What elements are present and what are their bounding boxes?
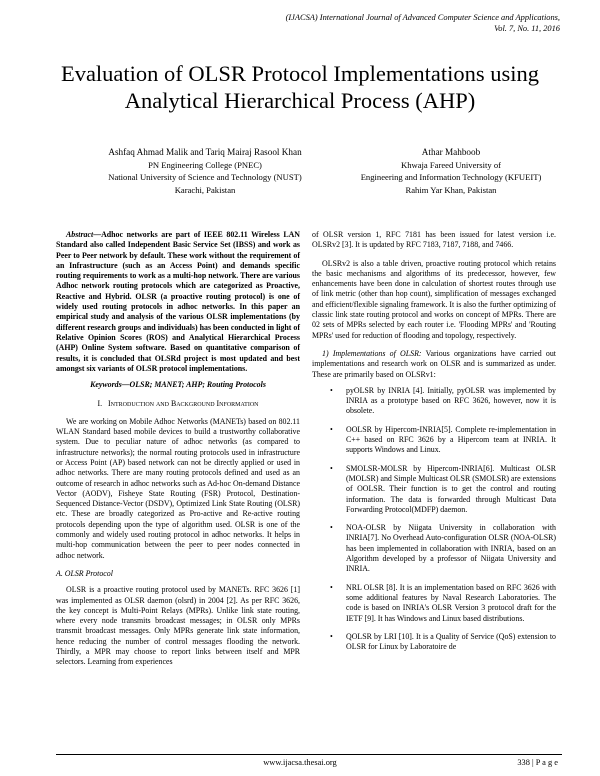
right-column xyxy=(312,230,556,660)
list-item-text: NRL OLSR [8]. It is an implementation based on RFC 3626 with some additional features by Naval Research Laboratories. The code is based on INRIA's OLSR Version 3 protocol draft for the IETF [9]. It has Windows and Linux based distributions. xyxy=(346,582,556,623)
paper-title xyxy=(20,60,580,114)
journal-url: www.ijacsa.thesai.org xyxy=(263,758,337,767)
journal-name: (IJACSA) International Journal of Advanced Computer Science and Applications, xyxy=(285,13,560,22)
list-item xyxy=(312,632,556,653)
title-line-1: Evaluation of OLSR Protocol Implementations using xyxy=(60,61,540,86)
section-heading xyxy=(56,399,300,409)
list-item xyxy=(312,583,556,624)
list-item-text: OOLSR by Hipercom-INRIA[5]. Complete re-implementation in C++ based on RFC 3626 by a Hipercom team at INRIA. It supports Windows and Linux. xyxy=(346,424,556,455)
footer-divider xyxy=(56,754,562,755)
olsr-paragraph: OLSR is a proactive routing protocol used by MANETs. RFC 3626 [1] was implemented as OLSR daemon (olsrd) in 2004 [2]. As per RFC 3626, the key concept is Multi-Point Relays (MPRs). Unlike link state routing, where every node transmits broadcast messages; in OLSR only MPRs transmit broadcast messages. Only MPRs generate link state information, hence reducing the number of control messages flooding the network. Thirdly, a MPR may choose to report links between itself and MPR selectors. Learning from experiences xyxy=(56,585,300,667)
olsrv2-paragraph: OLSRv2 is also a table driven, proactive routing protocol which retains the basic mechanisms and algorithms of its predecessor, however, few enhancements have been done in calculation of shortest routes through use of link metric (other than hop count), simplification of messages exchanged and efficient/flexible signaling framework. It is also the further optimizing of classic link state routing protocol and works on concept of MPRs. There are 02 sets of MPRs selected by each router i.e. 'Flooding MPRs' and 'Routing MPRs' used for reduction of flooding and topology, respectively. xyxy=(312,258,556,340)
implementations-intro xyxy=(312,349,556,380)
implementations-text: Various organizations have carried out implementations and research work on OLSR and is summarized as under. These are primarily based on OLSRv1: xyxy=(312,348,556,379)
left-column xyxy=(56,230,300,668)
section-title: Introduction and Background Information xyxy=(108,399,259,409)
list-item-text: NOA-OLSR by Niigata University in collaboration with INRIA[7]. No Overhead Auto-configuration OLSR (NOA-OLSR) has been implemented in collaboration with INRIA, based on an Algorithm developed by a professor of Niigata University and INRIA. xyxy=(346,523,556,574)
list-item-text: SMOLSR-MOLSR by Hipercom-INRIA[6]. Multicast OLSR (MOLSR) and Simple Multicast OLSR (SMOLSR) are extensions of OOLSR. Their function is to get the control and routing information. The data is forwarded through Multicast Data Forwarding Protocol(MDFP) daemon. xyxy=(346,463,556,514)
subsubsection-label: 1) Implementations of OLSR: xyxy=(322,348,422,358)
list-item xyxy=(312,523,556,574)
author-affiliation: National University of Science and Technology (NUST) xyxy=(108,172,302,182)
author-names: Athar Mahboob xyxy=(421,147,481,157)
bullet-icon: • xyxy=(330,424,333,434)
list-item xyxy=(312,425,556,456)
title-line-2: Analytical Hierarchical Process (AHP) xyxy=(124,88,476,113)
list-item-text: QOLSR by LRI [10]. It is a Quality of Service (QoS) extension to OLSR for Linux by Laboratoire de xyxy=(346,631,556,652)
author-location: Karachi, Pakistan xyxy=(174,184,236,195)
abstract-text: —Adhoc networks are part of IEEE 802.11 Wireless LAN Standard also called Independent Basic Service Set (IBSS) and work as Peer to Peer network by default. These work without the requirement of an Infrastructure (such as an Access Point) and demands specific routing requirements to work as a multi-hop network. There are various Adhoc network routing protocols which are categorized as Proactive, Reactive and Hybrid. OLSR (a proactive routing protocol) is one of widely used routing protocols in adhoc networks. In this paper an empirical study and analysis of the various OLSR implementations (by different research groups and individuals) has been conducted in light of Relative Opinion Scores (ROS) and Analytical Hierarchical Process (AHP) Online System software. Based on quantitative comparison of results, it is concluded that OLSRd project is most updated and best amongst six variants of OLSR protocol implementations. xyxy=(56,230,300,373)
list-item-text: pyOLSR by INRIA [4]. Initially, pyOLSR was implemented by INRIA as a prototype based on RFC 3626, however, now it is obsolete. xyxy=(346,385,556,416)
bullet-icon: • xyxy=(330,582,333,592)
page-footer xyxy=(0,754,600,768)
subsection-heading: A. OLSR Protocol xyxy=(56,568,113,578)
keywords: Keywords—OLSR; MANET; AHP; Routing Protocols xyxy=(90,380,266,390)
abstract-label: Abstract xyxy=(66,230,94,239)
intro-paragraph: We are working on Mobile Adhoc Networks (MANETs) based on 802.11 WLAN Standard based mobile devices to build a trustworthy collaborative system. Due to peculiar nature of adhoc networks (as compared to infrastructure networks); the normal routing protocols used in infrastructure or Access Point (AP) based network can not be directly applied or used in adhoc networks. There are many routing protocols defined and used as an outcome of research in adhoc networks such as Ad-hoc On-demand Distance Vector (AODV), Fisheye State Routing (FSR) Protocol, Destination-Sequenced Distance-Vector (DSDV), Optimized Link State Routing (OLSR) etc. These are broadly categorized as Pro-active and Re-active routing protocols depending upon the type of algorithm used. OLSR is one of the commonly and widely used routing protocol in adhoc networks. It helps in multi-hop communication between the peer to peer nodes connected in adhoc network. xyxy=(56,416,300,560)
bullet-icon: • xyxy=(330,523,333,533)
bullet-icon: • xyxy=(330,385,333,395)
journal-header xyxy=(286,12,560,34)
author-affiliation: Engineering and Information Technology (KFUEIT) xyxy=(360,172,542,182)
bullet-icon: • xyxy=(330,463,333,473)
author-location: Rahim Yar Khan, Pakistan xyxy=(405,184,497,195)
bullet-icon: • xyxy=(330,631,333,641)
olsrv1-paragraph: of OLSR version 1, RFC 7181 has been issued for latest version i.e. OLSRv2 [3]. It is updated by RFC 7183, 7187, 7188, and 7466. xyxy=(312,230,556,250)
author-block-2 xyxy=(326,146,576,196)
section-number: I. xyxy=(97,399,103,409)
list-item xyxy=(312,464,556,515)
implementations-list xyxy=(312,386,556,653)
abstract xyxy=(56,230,300,374)
author-affiliation: Khwaja Fareed University of xyxy=(401,159,501,170)
author-names: Ashfaq Ahmad Malik and Tariq Mairaj Rasool Khan xyxy=(108,147,302,157)
author-affiliation: PN Engineering College (PNEC) xyxy=(148,159,262,170)
list-item xyxy=(312,386,556,417)
page-number: 338 | P a g e xyxy=(517,758,558,767)
author-block-1 xyxy=(60,146,350,196)
journal-volume: Vol. 7, No. 11, 2016 xyxy=(494,24,560,33)
